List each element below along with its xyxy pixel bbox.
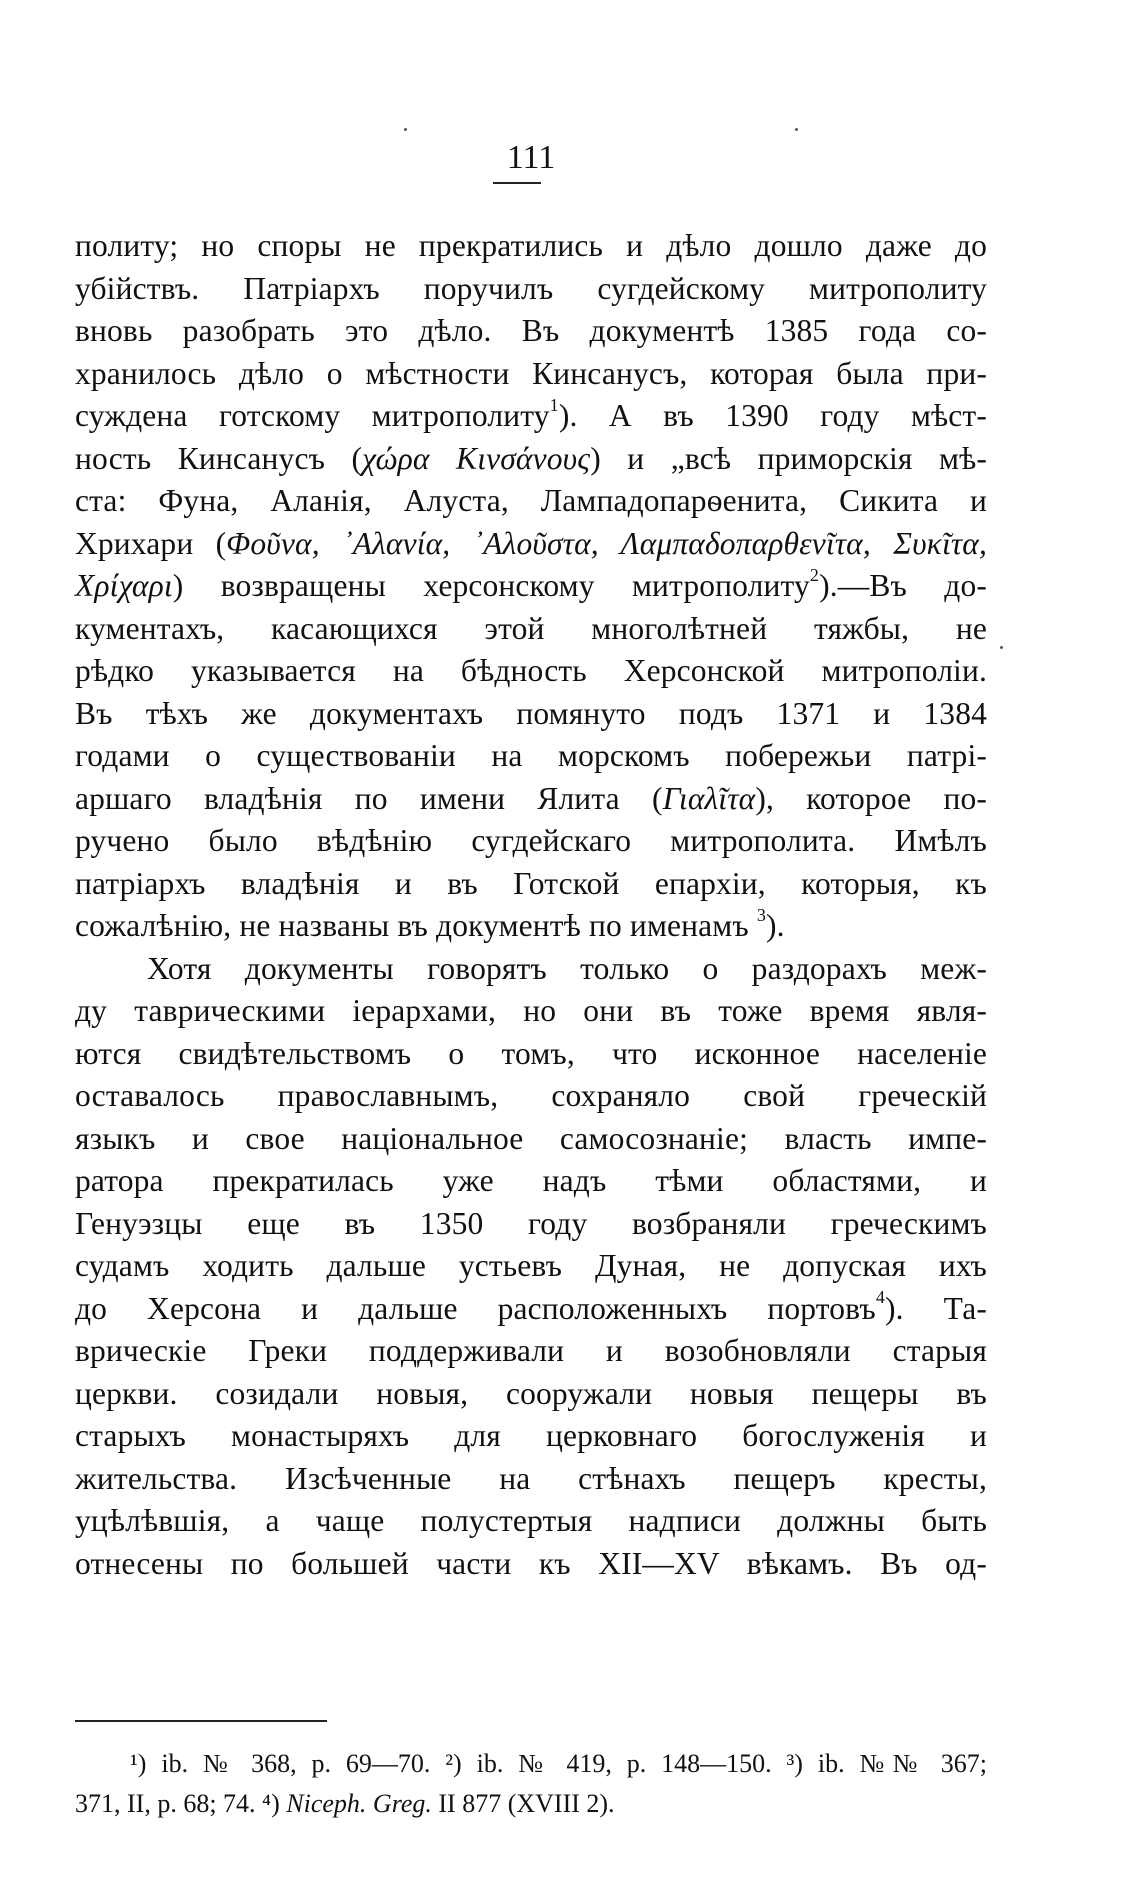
text-segment: аршаго владѣнія по имени Ялита (: [75, 780, 663, 816]
greek-text: Γιαλῖτα: [662, 780, 756, 816]
text-segment: ).: [766, 908, 785, 943]
text-line: рѣдко указывается на бѣдность Херсонской митрополіи.: [75, 653, 987, 688]
greek-text: Χρίχαρι: [75, 568, 173, 603]
greek-text: χώρα Κινσάνους: [362, 440, 591, 476]
text-line: ручено было вѣдѣнію сугдейскаго митрополита. Имѣлъ: [75, 823, 987, 858]
main-text: [75, 225, 987, 1585]
text-segment: ). А въ 1390 году мѣст-: [558, 398, 987, 433]
text-line: убійствъ. Патріархъ поручилъ сугдейскому митрополиту: [75, 270, 987, 306]
text-line: уцѣлѣвшія, а чаще полустертыя надписи должны быть: [75, 1503, 987, 1538]
text-line: [75, 565, 987, 608]
page-number: 111: [506, 139, 556, 176]
page-number-underline: [493, 182, 541, 184]
text-line: жительства. Изсѣченные на стѣнахъ пещеръ кресты,: [75, 1460, 987, 1496]
text-line: ются свидѣтельствомъ о томъ, что исконное населеніе: [75, 1035, 987, 1071]
text-line: Генуэзцы еще въ 1350 году возбраняли греческимъ: [75, 1205, 987, 1241]
text-line: [75, 905, 987, 948]
text-line: кументахъ, касающихся этой многолѣтней тяжбы, не: [75, 610, 987, 646]
footnote-ref: 4: [875, 1287, 885, 1307]
text-segment: ).—Въ до-: [819, 568, 987, 603]
text-line: ратора прекратилась уже надъ тѣми областями, и: [75, 1163, 987, 1198]
text-segment: ). Та-: [884, 1290, 987, 1326]
text-segment: суждена готскому митрополиту: [75, 398, 550, 433]
text-segment: 371, II, p. 68; 74. ⁴): [75, 1789, 287, 1818]
text-line: [75, 523, 987, 566]
footnote-ref: 1: [549, 394, 559, 415]
text-line: [75, 778, 987, 821]
text-line: оставалось православнымъ, сохраняло свой греческій: [75, 1078, 987, 1113]
text-line: [75, 438, 987, 481]
footnote-line: [75, 1784, 987, 1824]
text-line: ста: Фуна, Аланія, Алуста, Лампадопарѳенита, Сикита и: [75, 483, 987, 518]
footnote-separator: [75, 1720, 327, 1722]
text-line: старыхъ монастыряхъ для церковнаго богослуженія и: [75, 1418, 987, 1453]
text-line: хранилось дѣло о мѣстности Кинсанусъ, которая была при-: [75, 355, 987, 391]
text-segment: ) возвращены херсонскому митрополиту: [172, 568, 810, 603]
text-line: церкви. созидали новыя, сооружали новыя пещеры въ: [75, 1375, 987, 1411]
text-segment: сожалѣнію, не названы въ документѣ по именамъ: [75, 908, 749, 943]
text-segment: ность Кинсанусъ (: [75, 440, 363, 476]
text-line: Въ тѣхъ же документахъ помянуто подъ 1371 и 1384: [75, 695, 987, 731]
citation-italic: Niceph. Greg.: [286, 1789, 432, 1818]
text-line: [75, 395, 987, 438]
footnotes: [75, 1744, 987, 1824]
text-line: языкъ и свое національное самосознаніе; власть импе-: [75, 1120, 987, 1156]
text-segment: Хрихари (: [75, 525, 227, 561]
text-line: вновь разобрать это дѣло. Въ документѣ 1385 года со-: [75, 313, 987, 348]
text-line: ду таврическими іерархами, но они въ тоже время явля-: [75, 993, 987, 1028]
text-segment: ), которое по-: [755, 780, 987, 816]
text-line: [75, 1288, 987, 1331]
footnote-ref: 2: [809, 564, 820, 585]
text-line: патріархъ владѣнія и въ Готской епархіи, которыя, къ: [75, 865, 987, 901]
print-speck: [795, 128, 798, 131]
text-line: годами о существованіи на морскомъ побережьи патрі-: [75, 738, 987, 773]
footnote-line: ¹) ib. № 368, p. 69—70. ²) ib. № 419, p. 148—150. ³) ib. №№ 367;: [130, 1749, 987, 1778]
text-line: политу; но споры не прекратились и дѣло дошло даже до: [75, 228, 987, 263]
footnote-ref: 3: [756, 904, 767, 925]
text-segment: до Херсона и дальше расположенныхъ портовъ: [75, 1290, 876, 1326]
text-segment: ) и „всѣ приморскія мѣ-: [590, 440, 987, 476]
text-line: врическіе Греки поддерживали и возобновляли старыя: [75, 1333, 987, 1368]
text-line: отнесены по большей части къ XII—XV вѣкамъ. Въ од-: [75, 1545, 987, 1581]
print-speck: [1000, 646, 1003, 649]
greek-text: Φοῦνα, ᾽Αλανία, ᾽Αλοῦστα, Λαμπαδοπαρθενῖτα, Συκῖτα,: [226, 525, 987, 561]
print-speck: [404, 128, 407, 131]
text-segment: II 877 (XVIII 2).: [431, 1789, 615, 1818]
text-line: судамъ ходить дальше устьевъ Дуная, не допуская ихъ: [75, 1248, 987, 1283]
text-line: Хотя документы говорятъ только о раздорахъ меж-: [147, 950, 987, 986]
